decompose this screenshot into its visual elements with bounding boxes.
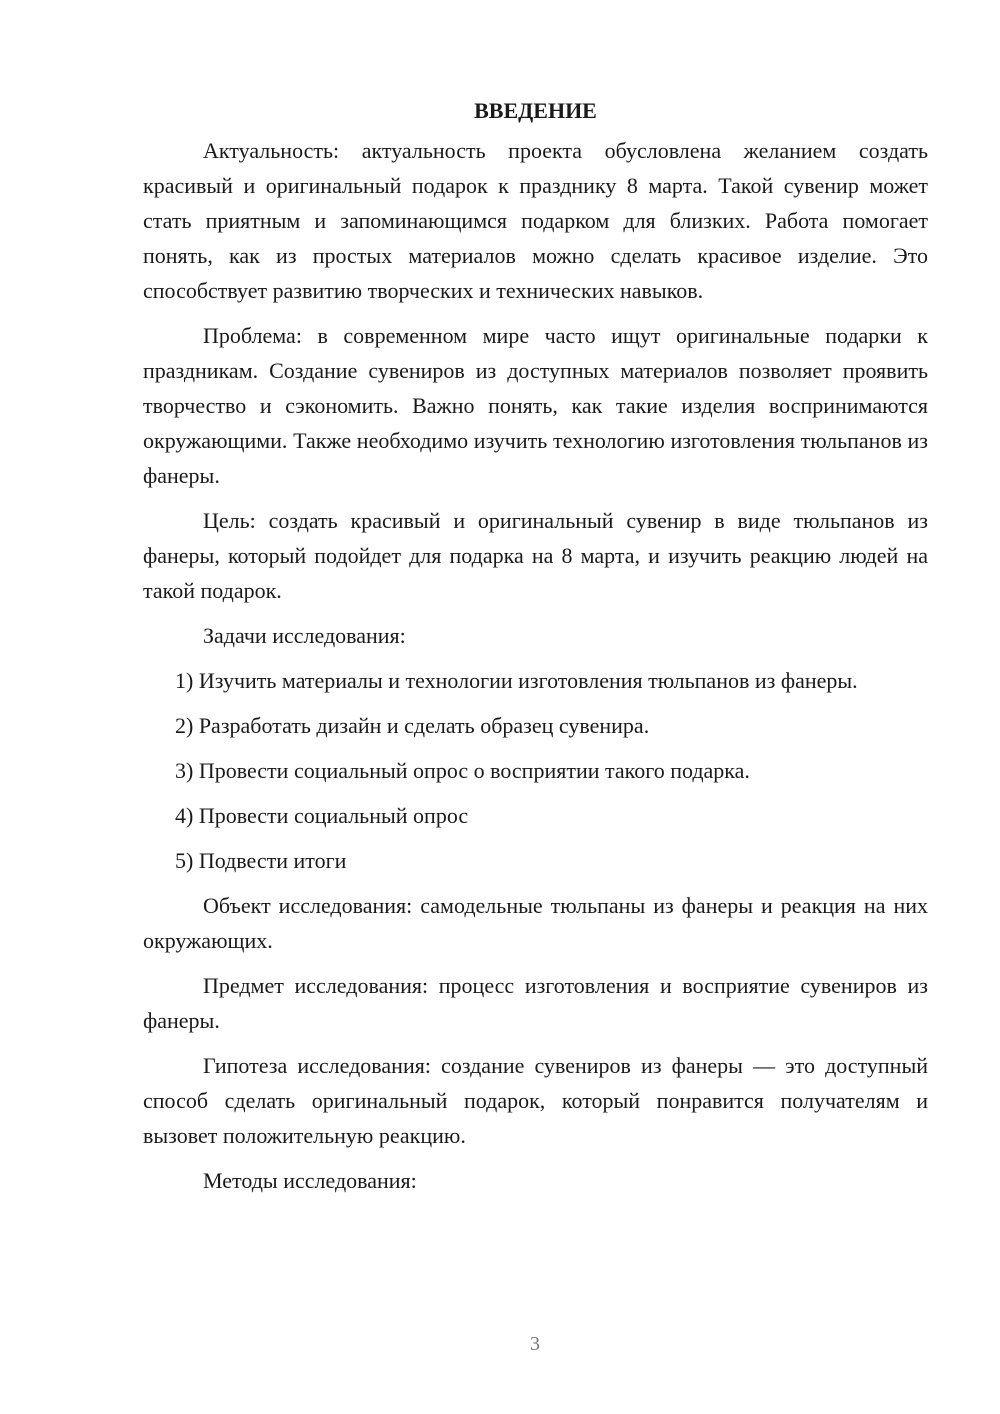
hypothesis-paragraph: Гипотеза исследования: создание сувениров из фанеры — это доступный способ сделать оригинальный подарок, который понравится получателям и вызовет положительную реакцию. <box>143 1053 928 1148</box>
goal-paragraph: Цель: создать красивый и оригинальный сувенир в виде тюльпанов из фанеры, который подойдет для подарка на 8 марта, и изучить реакцию людей на такой подарок. <box>143 508 928 603</box>
section-heading: ВВЕДЕНИЕ <box>474 98 597 123</box>
task-item-1: 1) Изучить материалы и технологии изготовления тюльпанов из фанеры. <box>175 668 858 693</box>
tasks-title: Задачи исследования: <box>203 623 406 648</box>
task-item-2: 2) Разработать дизайн и сделать образец сувенира. <box>175 713 650 738</box>
task-item-4: 4) Провести социальный опрос <box>175 803 469 828</box>
page-body <box>143 95 928 1208</box>
task-item-5: 5) Подвести итоги <box>175 848 347 873</box>
page-number: 3 <box>530 1333 540 1355</box>
methods-title: Методы исследования: <box>203 1168 417 1193</box>
object-paragraph: Объект исследования: самодельные тюльпаны из фанеры и реакция на них окружающих. <box>143 893 928 953</box>
problem-paragraph: Проблема: в современном мире часто ищут оригинальные подарки к праздникам. Создание сувениров из доступных материалов позволяет проявить творчество и сэкономить. Важно понять, как такие изделия воспринимаются окружающими. Также необходимо изучить технологию изготовления тюльпанов из фанеры. <box>143 323 928 488</box>
relevance-paragraph: Актуальность: актуальность проекта обусловлена желанием создать красивый и оригинальный подарок к празднику 8 марта. Такой сувенир может стать приятным и запоминающимся подарком для близких. Работа помогает понять, как из простых материалов можно сделать красивое изделие. Это способствует развитию творческих и технических навыков. <box>143 138 928 303</box>
subject-paragraph: Предмет исследования: процесс изготовления и восприятие сувениров из фанеры. <box>143 973 928 1033</box>
task-item-3: 3) Провести социальный опрос о восприятии такого подарка. <box>175 758 750 783</box>
